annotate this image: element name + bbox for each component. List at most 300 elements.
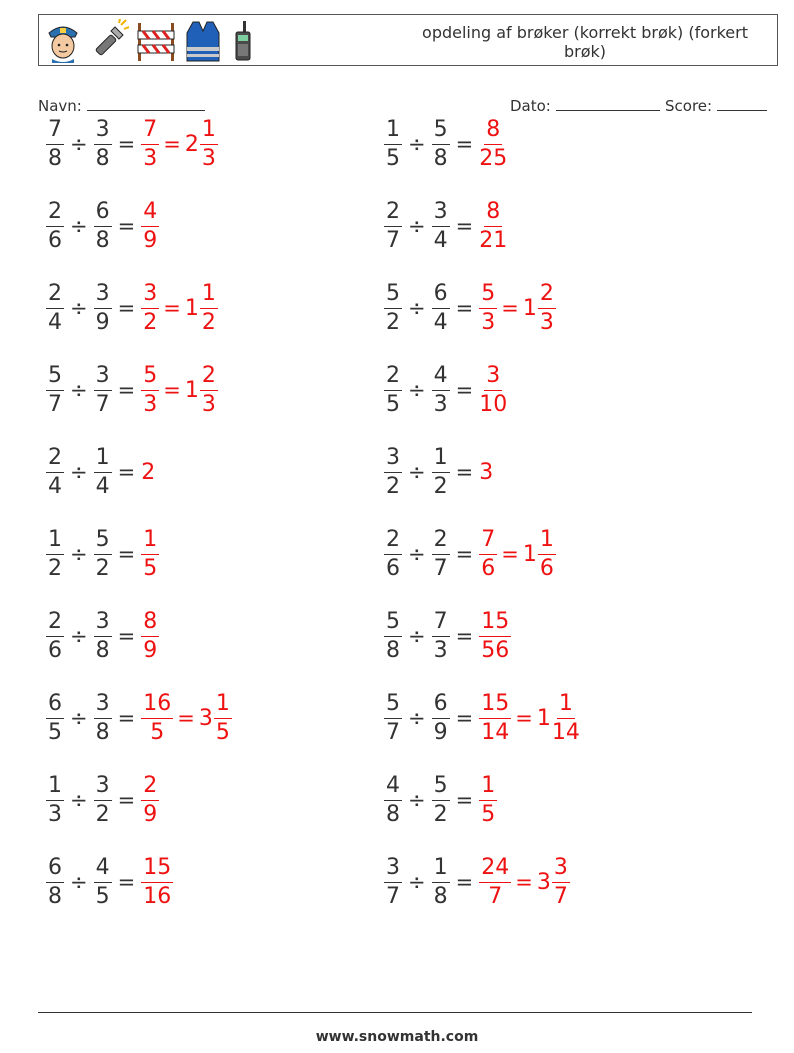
divisor-fraction (94, 691, 112, 746)
problem-row (384, 277, 556, 339)
mixed-fraction-denominator: 3 (201, 145, 216, 171)
equals-sign: = (117, 132, 136, 156)
name-blank[interactable] (87, 94, 205, 111)
equals-sign: = (117, 624, 136, 648)
divisor-fraction-numerator: 5 (94, 527, 112, 555)
mixed-fraction-numerator: 1 (200, 117, 218, 145)
dividend-fraction-numerator: 1 (46, 773, 64, 801)
dividend-fraction-denominator: 3 (48, 801, 62, 827)
dividend-fraction (46, 855, 64, 910)
answer (141, 527, 159, 582)
answer-fraction (479, 691, 511, 746)
divisor-fraction (94, 527, 112, 582)
dividend-fraction-denominator: 5 (48, 719, 62, 745)
divide-sign: ÷ (70, 870, 88, 894)
problem-row (46, 113, 218, 175)
divisor-fraction-numerator: 3 (94, 117, 112, 145)
divisor-fraction-numerator: 1 (432, 855, 450, 883)
answer-fraction-denominator: 25 (479, 145, 508, 171)
dividend-fraction (384, 609, 402, 664)
divisor-fraction (94, 773, 112, 828)
problem-row (46, 851, 173, 913)
score-field[interactable] (665, 94, 767, 115)
problem-row (384, 605, 511, 667)
problem-row (46, 523, 159, 585)
equals-sign: = (117, 296, 136, 320)
mixed-fraction-denominator: 6 (539, 555, 554, 581)
equals-sign: = (117, 870, 136, 894)
equals-sign: = (455, 788, 474, 812)
mixed-fraction (200, 363, 218, 418)
answer (479, 460, 494, 485)
answer-whole-number: 3 (479, 459, 494, 485)
footer-divider (38, 1012, 752, 1013)
dividend-fraction-denominator: 7 (386, 719, 400, 745)
dividend-fraction (46, 691, 64, 746)
dividend-fraction (46, 281, 64, 336)
dividend-fraction-numerator: 2 (46, 199, 64, 227)
answer (141, 691, 232, 746)
answer-fraction (141, 609, 159, 664)
divisor-fraction (94, 609, 112, 664)
dividend-fraction (384, 445, 402, 500)
mixed-fraction-denominator: 3 (539, 309, 554, 335)
dividend-fraction-numerator: 3 (384, 855, 402, 883)
divisor-fraction-denominator: 4 (433, 227, 448, 253)
answer (479, 773, 497, 828)
answer-fraction-numerator: 1 (479, 773, 497, 801)
answer-fraction-denominator: 9 (143, 801, 158, 827)
problem-row (46, 605, 159, 667)
divisor-fraction-denominator: 9 (95, 309, 110, 335)
walkie-talkie-icon (229, 19, 257, 63)
divisor-fraction-denominator: 5 (95, 883, 110, 909)
name-field[interactable] (38, 94, 205, 115)
equals-sign: = (117, 542, 136, 566)
divisor-fraction (432, 773, 450, 828)
divisor-fraction-numerator: 3 (94, 363, 112, 391)
date-label: Dato: (510, 97, 551, 115)
divide-sign: ÷ (70, 378, 88, 402)
dividend-fraction-denominator: 6 (48, 637, 62, 663)
problem-row (46, 769, 159, 831)
dividend-fraction-denominator: 4 (48, 473, 62, 499)
dividend-fraction-denominator: 2 (386, 473, 400, 499)
divisor-fraction-numerator: 3 (94, 773, 112, 801)
divisor-fraction-denominator: 3 (433, 637, 448, 663)
answer-fraction-numerator: 5 (479, 281, 497, 309)
divisor-fraction-numerator: 2 (432, 527, 450, 555)
equals-sign: = (117, 378, 136, 402)
dividend-fraction-numerator: 5 (384, 609, 402, 637)
dividend-fraction (384, 527, 402, 582)
worksheet-header (38, 14, 778, 66)
problem-row (384, 359, 507, 421)
answer (479, 609, 511, 664)
divide-sign: ÷ (408, 296, 426, 320)
answer-fraction (479, 527, 497, 582)
dividend-fraction-denominator: 8 (386, 637, 400, 663)
divisor-fraction-numerator: 1 (432, 445, 450, 473)
answer-fraction (479, 609, 511, 664)
answer (479, 199, 507, 254)
mixed-fraction (538, 527, 556, 582)
dividend-fraction-denominator: 5 (386, 391, 400, 417)
answer-fraction-numerator: 8 (141, 609, 159, 637)
dividend-fraction (384, 117, 402, 172)
mixed-fraction-numerator: 2 (200, 363, 218, 391)
divisor-fraction-numerator: 1 (94, 445, 112, 473)
dividend-fraction-denominator: 7 (48, 391, 62, 417)
dividend-fraction-numerator: 5 (384, 691, 402, 719)
mixed-whole-number: 1 (184, 377, 199, 403)
divisor-fraction (94, 363, 112, 418)
divide-sign: ÷ (70, 214, 88, 238)
answer-fraction-denominator: 21 (479, 227, 508, 253)
safety-vest-icon (183, 19, 223, 63)
divisor-fraction (432, 281, 450, 336)
problem-row (46, 277, 218, 339)
equals-sign: = (455, 296, 474, 320)
dividend-fraction-denominator: 6 (386, 555, 400, 581)
answer (141, 609, 159, 664)
dividend-fraction-numerator: 5 (46, 363, 64, 391)
divisor-fraction-denominator: 4 (95, 473, 110, 499)
answer-fraction-denominator: 2 (143, 309, 158, 335)
answer-fraction-numerator: 7 (141, 117, 159, 145)
answer-fraction (141, 363, 159, 418)
answer-fraction-denominator: 7 (488, 883, 503, 909)
answer-fraction-denominator: 16 (143, 883, 172, 909)
equals-sign: = (117, 460, 136, 484)
divisor-fraction-denominator: 7 (95, 391, 110, 417)
divisor-fraction-numerator: 5 (432, 773, 450, 801)
mixed-whole-number: 1 (522, 541, 537, 567)
mixed-fraction (200, 281, 218, 336)
divisor-fraction-numerator: 6 (432, 691, 450, 719)
dividend-fraction-numerator: 3 (384, 445, 402, 473)
answer-fraction-denominator: 10 (479, 391, 508, 417)
name-label: Navn: (38, 97, 82, 115)
divisor-fraction-denominator: 2 (95, 555, 110, 581)
answer-fraction-numerator: 8 (484, 117, 502, 145)
mixed-fraction-denominator: 7 (553, 883, 568, 909)
answer-fraction (479, 855, 511, 910)
dividend-fraction (384, 281, 402, 336)
divide-sign: ÷ (408, 624, 426, 648)
divisor-fraction (94, 281, 112, 336)
answer-fraction-numerator: 5 (141, 363, 159, 391)
answer-fraction-numerator: 1 (141, 527, 159, 555)
score-label: Score: (665, 97, 713, 115)
divide-sign: ÷ (70, 706, 88, 730)
problem-row (46, 441, 156, 503)
answer (141, 855, 173, 910)
dividend-fraction (46, 609, 64, 664)
dividend-fraction-numerator: 1 (46, 527, 64, 555)
divide-sign: ÷ (408, 870, 426, 894)
divisor-fraction-numerator: 6 (94, 199, 112, 227)
dividend-fraction-denominator: 8 (48, 145, 62, 171)
answer-fraction-numerator: 3 (484, 363, 502, 391)
answer-fraction-denominator: 3 (143, 391, 158, 417)
dividend-fraction-denominator: 8 (48, 883, 62, 909)
dividend-fraction-numerator: 5 (384, 281, 402, 309)
problem-row (384, 441, 494, 503)
mixed-fraction (552, 691, 580, 746)
equals-sign: = (455, 460, 474, 484)
divisor-fraction-denominator: 8 (95, 637, 110, 663)
answer-fraction-numerator: 24 (479, 855, 511, 883)
dividend-fraction-numerator: 6 (46, 691, 64, 719)
answer-fraction (479, 363, 507, 418)
divisor-fraction-numerator: 3 (94, 281, 112, 309)
police-officer-icon (43, 19, 83, 63)
dividend-fraction-numerator: 1 (384, 117, 402, 145)
divisor-fraction-numerator: 3 (432, 199, 450, 227)
answer-fraction-numerator: 15 (479, 691, 511, 719)
mixed-equals-sign: = (501, 296, 519, 320)
answer-fraction-numerator: 15 (479, 609, 511, 637)
dividend-fraction-denominator: 5 (386, 145, 400, 171)
answer (141, 773, 159, 828)
divisor-fraction (432, 199, 450, 254)
divisor-fraction-numerator: 7 (432, 609, 450, 637)
divisor-fraction-denominator: 7 (433, 555, 448, 581)
mixed-fraction-numerator: 1 (538, 527, 556, 555)
flashlight-icon (89, 19, 129, 63)
answer-fraction-denominator: 6 (481, 555, 496, 581)
divisor-fraction-numerator: 6 (432, 281, 450, 309)
mixed-fraction-numerator: 2 (538, 281, 556, 309)
mixed-fraction-numerator: 1 (200, 281, 218, 309)
answer-fraction-numerator: 4 (141, 199, 159, 227)
dividend-fraction-numerator: 2 (384, 527, 402, 555)
answer-fraction-numerator: 3 (141, 281, 159, 309)
dividend-fraction-numerator: 2 (384, 363, 402, 391)
mixed-fraction-denominator: 14 (551, 719, 580, 745)
mixed-whole-number: 1 (522, 295, 537, 321)
mixed-equals-sign: = (501, 542, 519, 566)
answer-fraction (141, 691, 173, 746)
equals-sign: = (117, 788, 136, 812)
problem-row (46, 195, 159, 257)
answer (479, 691, 580, 746)
mixed-fraction-numerator: 1 (557, 691, 575, 719)
divide-sign: ÷ (70, 296, 88, 320)
mixed-fraction (200, 117, 218, 172)
answer-whole-number: 2 (141, 459, 156, 485)
mixed-equals-sign: = (163, 296, 181, 320)
header-icons (43, 19, 257, 63)
dividend-fraction (46, 363, 64, 418)
mixed-equals-sign: = (163, 132, 181, 156)
dividend-fraction (384, 199, 402, 254)
answer (479, 117, 507, 172)
divisor-fraction-denominator: 4 (433, 309, 448, 335)
divide-sign: ÷ (408, 542, 426, 566)
divide-sign: ÷ (70, 542, 88, 566)
divisor-fraction (432, 117, 450, 172)
divide-sign: ÷ (408, 460, 426, 484)
answer-fraction-numerator: 16 (141, 691, 173, 719)
divide-sign: ÷ (70, 132, 88, 156)
equals-sign: = (455, 132, 474, 156)
equals-sign: = (455, 870, 474, 894)
divisor-fraction-denominator: 3 (433, 391, 448, 417)
dividend-fraction (46, 199, 64, 254)
date-blank[interactable] (556, 94, 660, 111)
dividend-fraction (384, 363, 402, 418)
answer-fraction (479, 117, 507, 172)
divisor-fraction-numerator: 4 (94, 855, 112, 883)
problem-row (384, 851, 570, 913)
answer (479, 855, 570, 910)
dividend-fraction (46, 527, 64, 582)
answer-fraction (141, 527, 159, 582)
answer-fraction-denominator: 9 (143, 637, 158, 663)
dividend-fraction-numerator: 2 (384, 199, 402, 227)
dividend-fraction-numerator: 4 (384, 773, 402, 801)
road-barrier-icon (135, 19, 177, 63)
divisor-fraction-denominator: 9 (433, 719, 448, 745)
answer-fraction-denominator: 3 (143, 145, 158, 171)
mixed-fraction-denominator: 2 (201, 309, 216, 335)
date-field[interactable] (510, 94, 660, 115)
answer (479, 363, 507, 418)
answer-fraction (141, 855, 173, 910)
problem-row (384, 687, 580, 749)
mixed-fraction-denominator: 5 (215, 719, 230, 745)
mixed-equals-sign: = (177, 706, 195, 730)
divisor-fraction (432, 363, 450, 418)
mixed-fraction (214, 691, 232, 746)
divisor-fraction-denominator: 8 (433, 145, 448, 171)
problem-row (46, 687, 232, 749)
answer-fraction-numerator: 8 (484, 199, 502, 227)
problem-row (384, 769, 497, 831)
answer-fraction (141, 773, 159, 828)
divisor-fraction (94, 855, 112, 910)
answer-fraction (479, 773, 497, 828)
answer-fraction-denominator: 9 (143, 227, 158, 253)
mixed-whole-number: 3 (536, 869, 551, 895)
worksheet-title: opdeling af brøker (korrekt brøk) (forkert brøk) (422, 23, 748, 61)
divide-sign: ÷ (408, 378, 426, 402)
mixed-fraction-denominator: 3 (201, 391, 216, 417)
dividend-fraction (384, 855, 402, 910)
answer-fraction-denominator: 5 (481, 801, 496, 827)
mixed-equals-sign: = (515, 706, 533, 730)
answer (141, 199, 159, 254)
problem-row (384, 523, 556, 585)
score-blank[interactable] (717, 94, 767, 111)
answer-fraction (479, 281, 497, 336)
dividend-fraction-numerator: 6 (46, 855, 64, 883)
answer (141, 363, 218, 418)
dividend-fraction-denominator: 4 (48, 309, 62, 335)
divisor-fraction-denominator: 2 (433, 473, 448, 499)
dividend-fraction-numerator: 2 (46, 281, 64, 309)
answer-fraction (141, 117, 159, 172)
problem-row (384, 195, 507, 257)
dividend-fraction-numerator: 2 (46, 445, 64, 473)
mixed-whole-number: 1 (536, 705, 551, 731)
equals-sign: = (455, 706, 474, 730)
answer (141, 460, 156, 485)
dividend-fraction-denominator: 7 (386, 227, 400, 253)
answer-fraction-denominator: 3 (481, 309, 496, 335)
dividend-fraction-denominator: 2 (48, 555, 62, 581)
mixed-whole-number: 1 (184, 295, 199, 321)
divisor-fraction (94, 117, 112, 172)
problem-row (384, 113, 507, 175)
answer-fraction-numerator: 2 (141, 773, 159, 801)
dividend-fraction-numerator: 7 (46, 117, 64, 145)
divide-sign: ÷ (70, 624, 88, 648)
dividend-fraction-denominator: 8 (386, 801, 400, 827)
divide-sign: ÷ (70, 788, 88, 812)
answer (479, 527, 556, 582)
divisor-fraction-denominator: 2 (95, 801, 110, 827)
equals-sign: = (455, 214, 474, 238)
divide-sign: ÷ (408, 706, 426, 730)
divisor-fraction (432, 691, 450, 746)
dividend-fraction-denominator: 2 (386, 309, 400, 335)
divisor-fraction-numerator: 3 (94, 609, 112, 637)
answer-fraction (141, 281, 159, 336)
mixed-whole-number: 3 (198, 705, 213, 731)
dividend-fraction-numerator: 2 (46, 609, 64, 637)
mixed-equals-sign: = (163, 378, 181, 402)
divisor-fraction (94, 199, 112, 254)
mixed-whole-number: 2 (184, 131, 199, 157)
equals-sign: = (117, 214, 136, 238)
mixed-fraction-numerator: 1 (214, 691, 232, 719)
divisor-fraction (432, 609, 450, 664)
dividend-fraction-denominator: 7 (386, 883, 400, 909)
equals-sign: = (117, 706, 136, 730)
divisor-fraction-denominator: 8 (433, 883, 448, 909)
divisor-fraction-numerator: 4 (432, 363, 450, 391)
mixed-fraction (538, 281, 556, 336)
dividend-fraction (46, 117, 64, 172)
equals-sign: = (455, 542, 474, 566)
dividend-fraction (46, 445, 64, 500)
answer-fraction-denominator: 56 (481, 637, 510, 663)
equals-sign: = (455, 624, 474, 648)
answer-fraction-numerator: 7 (479, 527, 497, 555)
answer (141, 117, 218, 172)
answer-fraction (479, 199, 507, 254)
divide-sign: ÷ (408, 214, 426, 238)
divisor-fraction-denominator: 8 (95, 719, 110, 745)
problem-row (46, 359, 218, 421)
divisor-fraction (432, 855, 450, 910)
answer-fraction (141, 199, 159, 254)
divide-sign: ÷ (70, 460, 88, 484)
divide-sign: ÷ (408, 132, 426, 156)
answer-fraction-denominator: 5 (150, 719, 165, 745)
dividend-fraction (384, 691, 402, 746)
divisor-fraction (432, 527, 450, 582)
footer-url: www.snowmath.com (315, 1029, 479, 1045)
answer-fraction-denominator: 14 (481, 719, 510, 745)
divisor-fraction-numerator: 5 (432, 117, 450, 145)
divisor-fraction (432, 445, 450, 500)
dividend-fraction (384, 773, 402, 828)
divisor-fraction-denominator: 2 (433, 801, 448, 827)
